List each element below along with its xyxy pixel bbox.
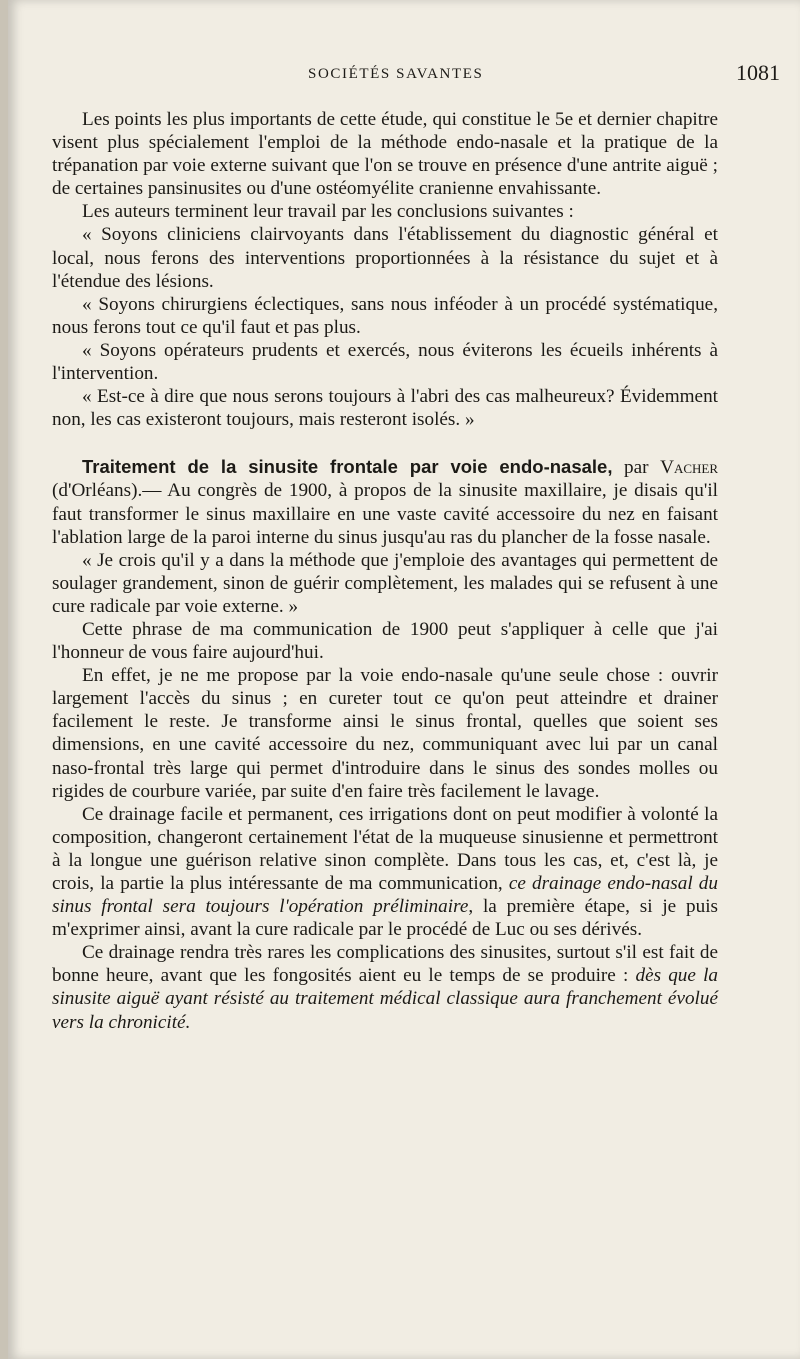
intro-text: (d'Orléans).— Au congrès de 1900, à propos de la sinusite maxillaire, je disais qu'il faut transformer le sinus maxillaire en une vaste cavité accessoire du nez en faisant l'ablation large de la paroi interne du sinus jusqu'au ras du plancher de la fosse nasale.	[52, 480, 718, 548]
author-prefix: par	[624, 457, 649, 479]
text-run: Ce drainage facile et permanent, ces irrigations dont on peut modifier à volonté la composition, changeront certainement l'état de la muqueuse sinusienne et permettront à la longue une guérison relative sinon complète. Dans tous les cas, et, c'est là, je crois, la partie la plus intéressante de ma communication,	[52, 803, 718, 894]
section-paragraph	[52, 455, 718, 548]
paragraph: « Je crois qu'il y a dans la méthode que j'emploie des avantages qui permettent de soulager grandement, sinon de guérir complètement, les malades qui se refusent à une cure radicale par voie externe. »	[52, 549, 718, 617]
paragraph	[52, 941, 718, 1033]
body-text	[52, 108, 718, 1034]
text-run: Ce drainage rendra très rares les complications des sinusites, surtout s'il est fait de bonne heure, avant que les fongosités aient eu le temps de se produire :	[52, 942, 718, 987]
section-heading: Traitement de la sinusite frontale par voie endo-nasale,	[82, 456, 613, 478]
paragraph	[52, 803, 718, 942]
running-head: SOCIÉTÉS SAVANTES	[308, 66, 484, 82]
quote-paragraph: « Soyons opérateurs prudents et exercés, nous éviterons les écueils inhérents à l'intervention.	[52, 339, 718, 385]
quote-paragraph: « Est-ce à dire que nous serons toujours à l'abri des cas malheureux? Évidemment non, les cas existeront toujours, mais resteront isolés. »	[52, 386, 718, 431]
page-number: 1081	[736, 60, 780, 85]
italic-run: dès que la sinusite aiguë ayant résisté au traitement médical classique aura franchement évolué vers la chronicité.	[52, 965, 718, 1033]
paragraph: Les auteurs terminent leur travail par les conclusions suivantes :	[82, 201, 574, 223]
paragraph: Cette phrase de ma communication de 1900 peut s'appliquer à celle que j'ai l'honneur de vous faire aujourd'hui.	[52, 618, 718, 664]
paragraph: Les points les plus importants de cette étude, qui constitue le 5e et dernier chapitre visent plus spécialement l'emploi de la méthode endo-nasale et la pratique de la trépanation par voie externe suivant que l'on se trouve en présence d'une antrite aiguë ; de certaines pansinusites ou d'une ostéomyélite cranienne envahissante.	[52, 109, 718, 200]
quote-paragraph: « Soyons cliniciens clairvoyants dans l'établissement du diagnostic général et local, nous ferons des interventions proportionnées à la résistance du sujet et à l'étendue des lésions.	[52, 224, 718, 292]
page	[8, 0, 800, 1359]
paragraph: En effet, je ne me propose par la voie endo-nasale qu'une seule chose : ouvrir largement l'accès du sinus ; en cureter tout ce qu'on peut atteindre et drainer facilement le reste. Je transforme ainsi le sinus frontal, quelles que soient ses dimensions, en une cavité accessoire du nez, communiquant avec lui par un canal naso-frontal très large qui permet d'introduire dans le sinus des sondes molles ou rigides de courbure variée, par suite d'en faire très facilement le lavage.	[52, 665, 718, 802]
text-run: , la première étape, si je puis m'exprimer ainsi, avant la cure radicale par le procédé de Luc ou ses dérivés.	[52, 896, 718, 941]
page-header	[8, 62, 800, 88]
quote-paragraph: « Soyons chirurgiens éclectiques, sans nous inféoder à un procédé systématique, nous ferons tout ce qu'il faut et pas plus.	[52, 293, 718, 338]
italic-run: ce drainage endo-nasal du sinus frontal sera toujours l'opération préliminaire	[52, 873, 718, 918]
author-name: Vacher	[660, 457, 719, 479]
